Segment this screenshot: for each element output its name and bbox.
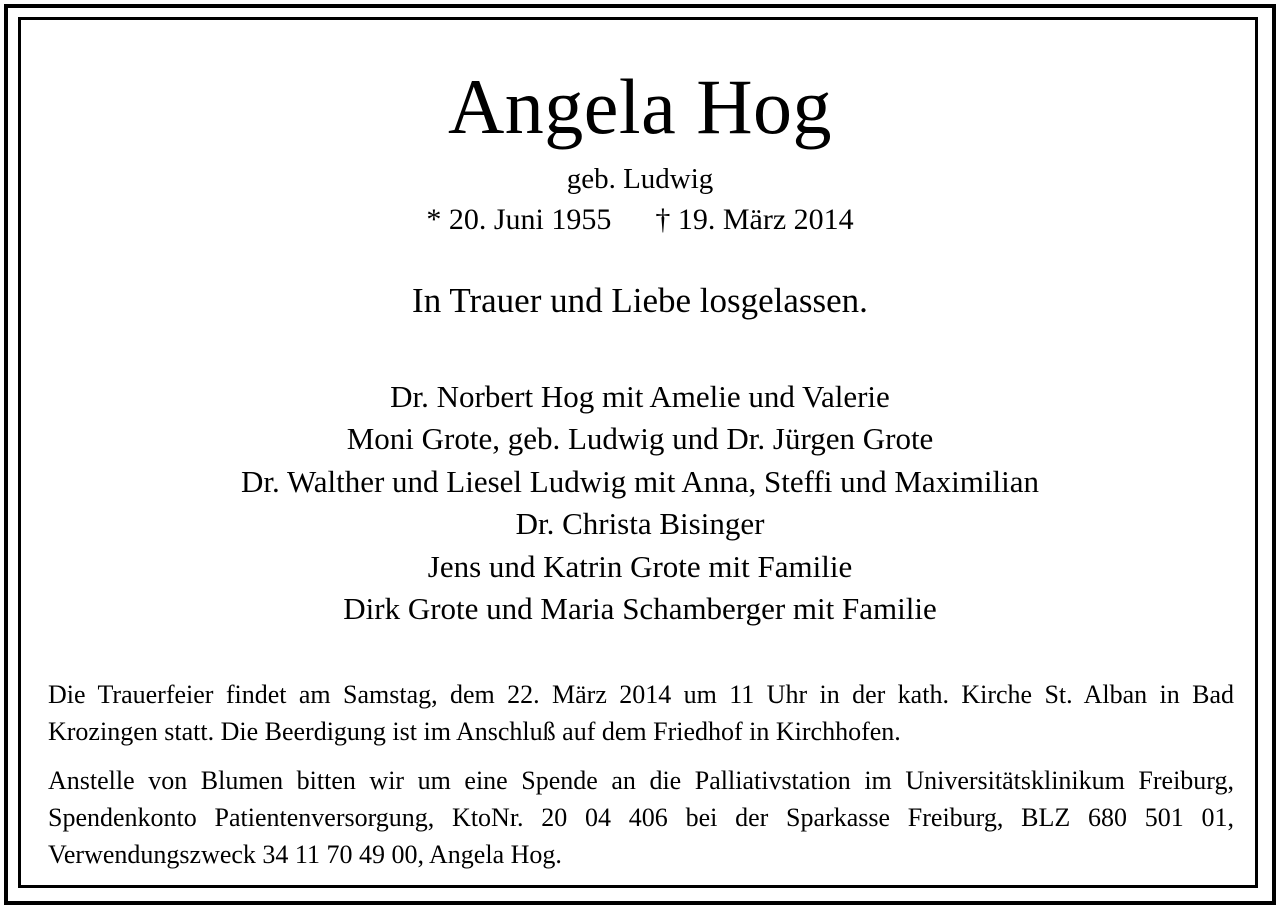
list-item: Dr. Norbert Hog mit Amelie und Valerie [390, 379, 890, 414]
life-dates [0, 201, 1280, 239]
deceased-name: Angela Hog [447, 63, 833, 150]
list-item: Jens und Katrin Grote mit Familie [427, 548, 853, 584]
list-item: Dr. Walther und Liesel Ludwig mit Anna, Steffi und Maximilian [241, 463, 1039, 499]
list-item: Moni Grote, geb. Ludwig und Dr. Jürgen Grote [346, 421, 934, 457]
maiden-name: geb. Ludwig [566, 163, 714, 195]
list-item: Dirk Grote und Maria Schamberger mit Familie [343, 591, 937, 627]
funeral-notice: Die Trauerfeier findet am Samstag, dem 22. März 2014 um 11 Uhr in der kath. Kirche St. Alban in Bad Krozingen statt. Die Beerdigung ist im Anschluß auf dem Friedhof in Kirchhofen. [48, 680, 1234, 746]
motto: In Trauer und Liebe losgelassen. [412, 281, 868, 320]
death-date: † 19. März 2014 [655, 203, 854, 236]
mourners-list [0, 376, 1280, 630]
list-item: Dr. Christa Bisinger [515, 506, 765, 542]
donation-notice: Anstelle von Blumen bitten wir um eine Spende an die Palliativstation im Universitätsklinikum Freiburg, Spendenkonto Patientenversorgung, KtoNr. 20 04 406 bei der Sparkasse Freiburg, BLZ 680 501 01, Verwendungszweck 34 11 70 49 00, Angela Hog. [48, 766, 1234, 869]
birth-date: * 20. Juni 1955 [426, 203, 612, 236]
